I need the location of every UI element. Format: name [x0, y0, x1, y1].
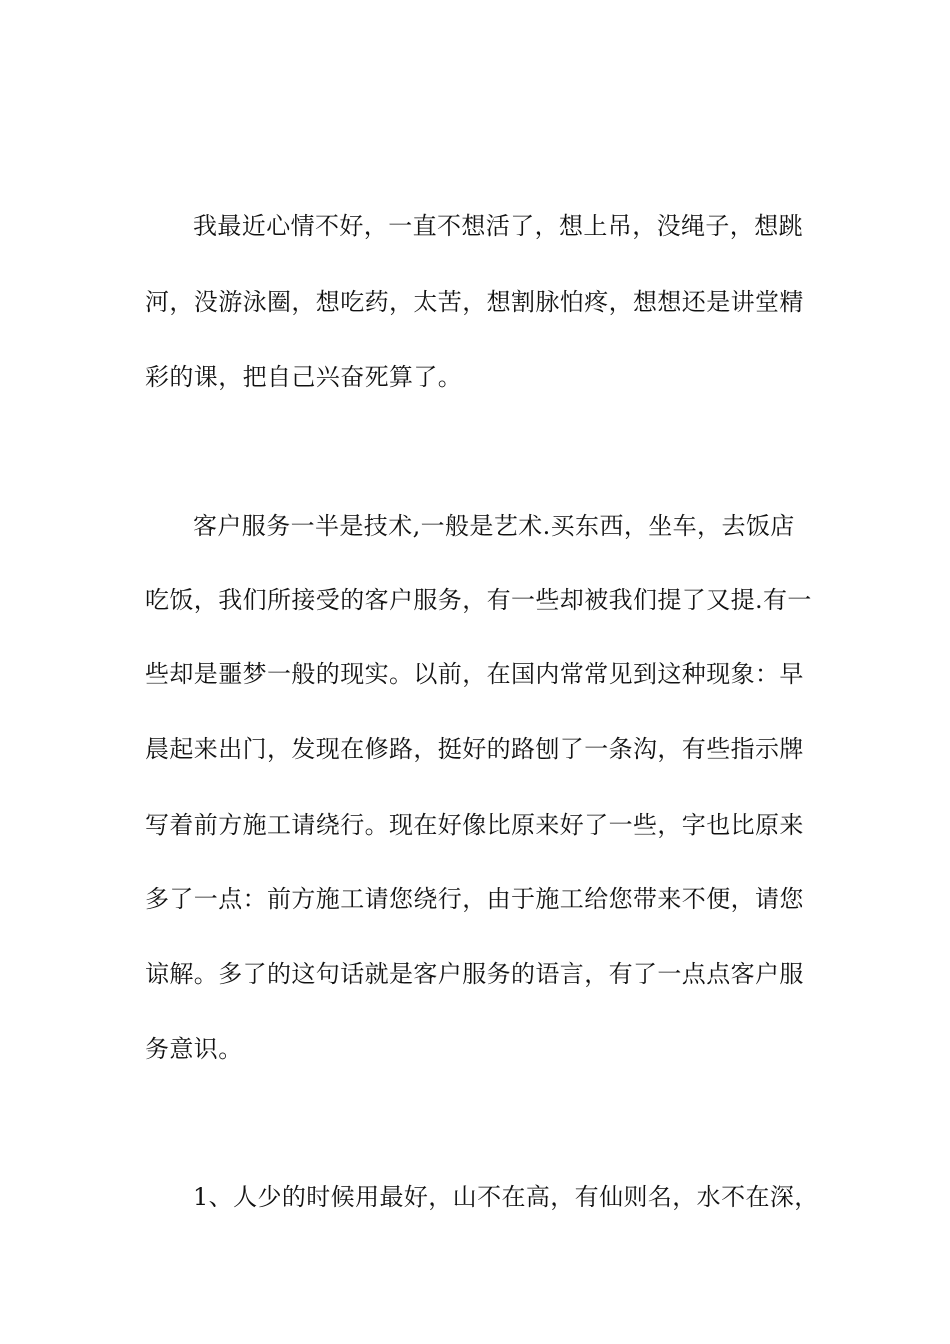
paragraph-line: 吃饭，我们所接受的客户服务，有一些却被我们提了又提.有一	[145, 586, 812, 614]
paragraph-line: 谅解。多了的这句话就是客户服务的语言，有了一点点客户服	[145, 960, 804, 988]
paragraph-line: 彩的课，把自己兴奋死算了。	[145, 363, 463, 391]
paragraph-line: 我最近心情不好，一直不想活了，想上吊，没绳子，想跳	[193, 212, 803, 240]
paragraph-line: 些却是噩梦一般的现实。以前，在国内常常见到这种现象：早	[145, 660, 804, 688]
paragraph-line: 河，没游泳圈，想吃药，太苦，想割脉怕疼，想想还是讲堂精	[145, 288, 804, 316]
paragraph-line: 晨起来出门，发现在修路，挺好的路刨了一条沟，有些指示牌	[145, 735, 804, 763]
paragraph-line: 务意识。	[145, 1035, 243, 1063]
paragraph-line: 多了一点：前方施工请您绕行，由于施工给您带来不便，请您	[145, 885, 804, 913]
paragraph-line: 写着前方施工请绕行。现在好像比原来好了一些，字也比原来	[145, 811, 804, 839]
paragraph-line: 客户服务一半是技术,一般是艺术.买东西，坐车，去饭店	[193, 512, 795, 540]
numbered-item-line: 1、人少的时候用最好，山不在高，有仙则名，水不在深，	[193, 1183, 819, 1211]
